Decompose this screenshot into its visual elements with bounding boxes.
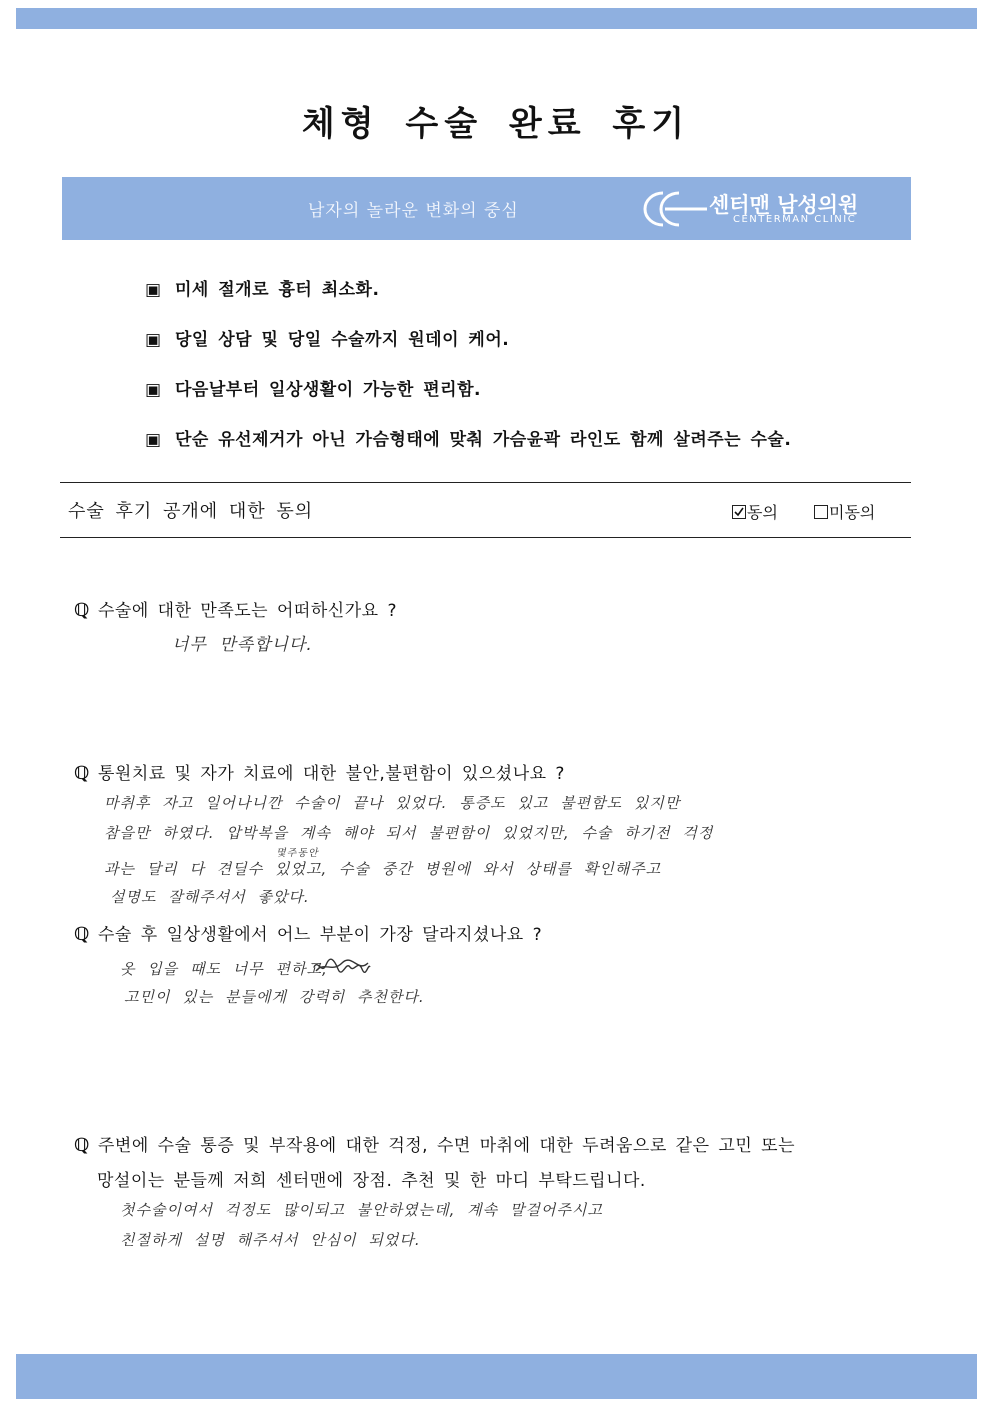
- square-bullet-icon: ▣: [145, 280, 162, 300]
- feature-point-text: 단순 유선제거가 아닌 가슴형태에 맞춰 가슴윤곽 라인도 함께 살려주는 수술.: [175, 430, 792, 450]
- question-text: 수술에 대한 만족도는 어떠하신가요 ?: [98, 601, 397, 621]
- page-title: 체형 수술 완료 후기: [301, 104, 691, 144]
- feature-point: [145, 375, 791, 425]
- handwritten-answer-line: 너무 만족합니다.: [172, 635, 313, 655]
- handwritten-answer-line: 설명도 잘해주셔서 좋았다.: [110, 888, 310, 906]
- square-bullet-icon: ▣: [145, 380, 162, 400]
- agree-label: 동의: [747, 503, 778, 522]
- question-4: [74, 1131, 795, 1156]
- feature-point: [145, 425, 791, 475]
- feature-point-text: 당일 상담 및 당일 수술까지 원데이 케어.: [175, 330, 510, 350]
- disagree-label: 미동의: [829, 503, 876, 522]
- feature-point-text: 다음날부터 일상생활이 가능한 편리함.: [175, 380, 481, 400]
- scribble-mark-icon: [312, 957, 372, 977]
- handwritten-answer-line: 옷 입을 때도 너무 편하고,: [120, 960, 328, 978]
- question-text: 통원치료 및 자가 치료에 대한 불안,불편함이 있으셨나요 ?: [98, 764, 565, 784]
- handwritten-answer-line: 고민이 있는 분들에게 강력히 추천한다.: [124, 988, 425, 1006]
- q-mark-icon: ℚ: [74, 600, 90, 621]
- feature-point-text: 미세 절개로 흉터 최소화.: [175, 280, 380, 300]
- feature-point: [145, 325, 791, 375]
- empty-checkbox-icon[interactable]: [814, 505, 828, 519]
- consent-label: 수술 후기 공개에 대한 동의: [68, 501, 314, 522]
- logo-korean-text: 센터맨 남성의원: [709, 193, 859, 217]
- square-bullet-icon: ▣: [145, 330, 162, 350]
- handwritten-answer-line: 친절하게 설명 해주셔서 안심이 되었다.: [120, 1231, 421, 1249]
- agree-option[interactable]: [732, 500, 778, 523]
- feature-points: [145, 275, 791, 475]
- q-mark-icon: ℚ: [74, 1135, 90, 1156]
- question-2: [74, 759, 565, 784]
- handwritten-insert: 몇주동안: [276, 848, 319, 859]
- feature-point: [145, 275, 791, 325]
- q-mark-icon: ℚ: [74, 924, 90, 945]
- handwritten-answer-line: 첫수술이여서 걱정도 많이되고 불안하였는데, 계속 말걸어주시고: [120, 1201, 603, 1219]
- logo-mark-icon: [627, 189, 709, 229]
- clinic-banner: [62, 177, 911, 240]
- q-mark-icon: ℚ: [74, 763, 90, 784]
- handwritten-answer-line: 마취후 자고 일어나니깐 수술이 끝나 있었다. 통증도 있고 불편함도 있지만: [104, 794, 681, 812]
- square-bullet-icon: ▣: [145, 430, 162, 450]
- clinic-logo: [627, 187, 897, 231]
- top-color-band: [16, 8, 977, 29]
- handwritten-answer-line: 과는 달리 다 견딜수 있었고, 수술 중간 병원에 와서 상태를 확인해주고: [104, 860, 662, 878]
- question-text: 주변에 수술 통증 및 부작용에 대한 걱정, 수면 마취에 대한 두려움으로 같은 고민 또는: [98, 1136, 796, 1156]
- question-text-continued: 망설이는 분들께 저희 센터맨에 장점. 추천 및 한 마디 부탁드립니다.: [97, 1171, 646, 1191]
- question-text: 수술 후 일상생활에서 어느 부분이 가장 달라지셨나요 ?: [98, 925, 543, 945]
- banner-slogan: 남자의 놀라운 변화의 중심: [308, 201, 519, 221]
- disagree-option[interactable]: [814, 500, 875, 523]
- logo-english-text: CENTERMAN CLINIC: [733, 214, 857, 225]
- handwritten-answer-line: 참을만 하였다. 압박복을 계속 해야 되서 불편함이 있었지만, 수술 하기전 걱정: [104, 824, 714, 842]
- consent-row: [60, 482, 911, 538]
- question-3: [74, 920, 542, 945]
- checked-checkbox-icon[interactable]: [732, 505, 746, 519]
- bottom-color-band: [16, 1354, 977, 1399]
- question-1: [74, 596, 397, 621]
